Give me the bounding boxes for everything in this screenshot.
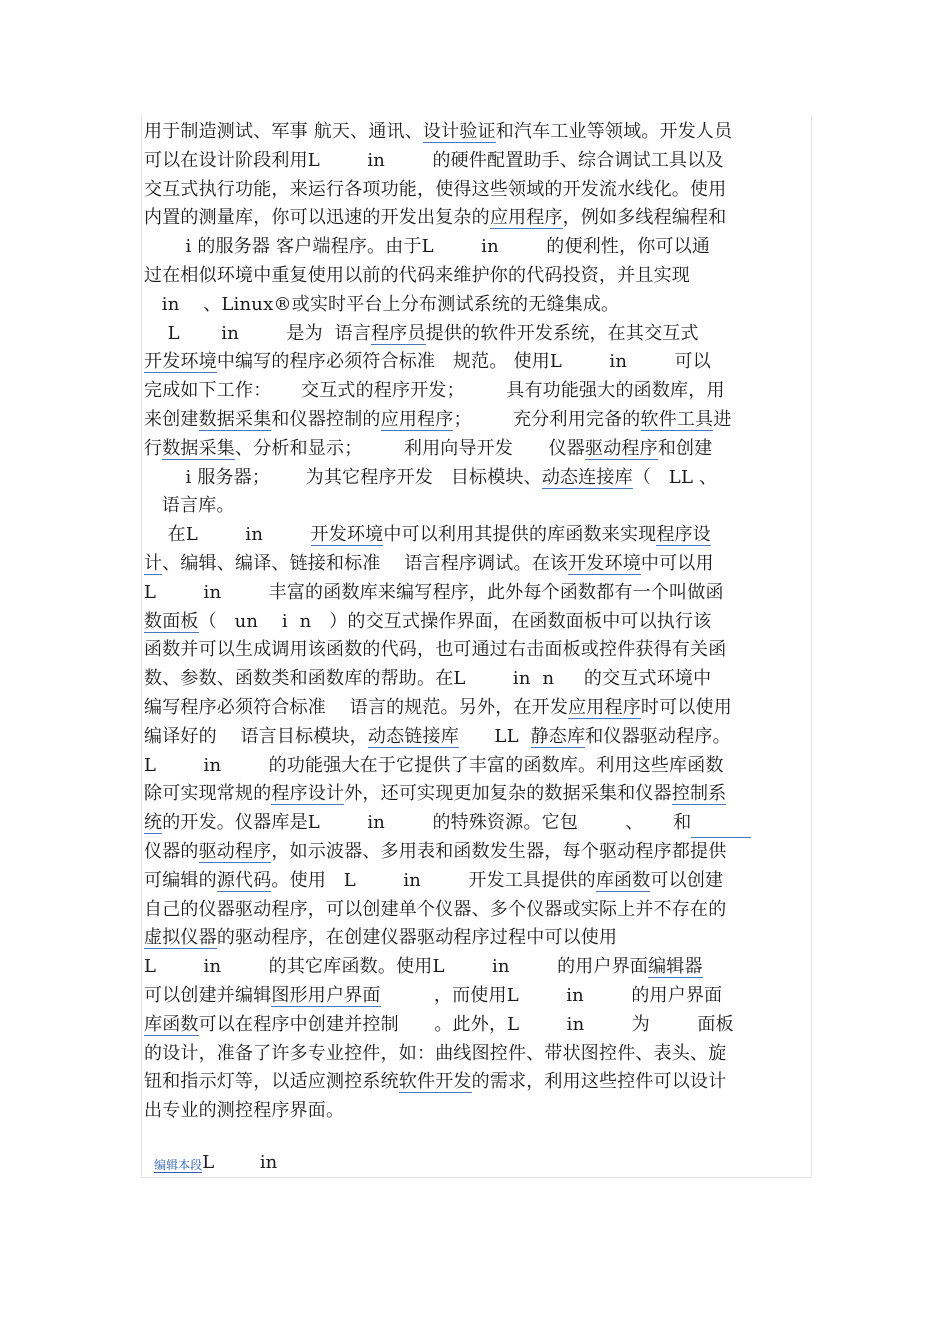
text-run: 和汽车工业等领域。开发人员 [495,121,733,142]
term-link[interactable]: 应用程序 [568,696,641,718]
text-line [144,550,808,579]
text-line [144,377,808,406]
text-run: 数、参数、函数类和函数库的帮助。在L in n 的交互式环境中 [144,668,712,690]
text-run: 用于制造测试、军事 航天、通讯、 [144,121,423,142]
text-line [144,492,808,521]
term-link[interactable]: 数据采集 [198,408,272,430]
term-link[interactable]: 程序设计 [271,783,345,805]
text-line [144,780,808,809]
term-link[interactable]: 静态库 [530,725,586,747]
text-run: 可以在设计阶段利用L in 的硬件配置助手、综合调试工具以及 [144,149,724,171]
text-run: 在L in [144,524,311,546]
text-run: 内置的测量库，你可以迅速的开发出复杂的 [144,207,490,229]
text-run: 可以创建 [650,869,724,891]
term-link[interactable]: 动态连接库 [541,466,633,488]
term-link[interactable]: 软件工具 [640,408,714,430]
text-run: 行 [144,437,163,459]
text-run: 语言库。 [144,495,235,517]
term-link[interactable]: 驱动程序 [585,437,658,459]
text-run: 出专业的测控程序界面。 [144,1100,345,1122]
text-run: 、编辑、编译、链接和标准 语言程序调试。在该 [162,552,569,574]
term-link[interactable]: 应用程序 [380,408,454,430]
text-line [144,1011,808,1040]
text-line [144,924,808,953]
term-link[interactable]: 程序员 [371,322,426,344]
text-line [144,867,808,896]
text-line [144,723,808,752]
text-run: 除可实现常规的 [144,783,272,805]
text-run: 的设计，准备了许多专业控件，如：曲线图控件、带状图控件、表头、旋 [144,1042,727,1064]
text-line [144,752,808,781]
text-line [144,982,808,1011]
text-run: 过在相似环境中重复使用以前的代码来维护你的代码投资，并且实现 [144,264,690,286]
text-run: 仪器的 [144,840,199,862]
text-line [144,1097,808,1126]
term-link[interactable]: 应用程序 [489,207,563,229]
text-line [144,521,808,550]
text-line [144,608,808,637]
text-run: i 的服务器 客户端程序。由于L in 的便利性，你可以通 [144,236,711,258]
text-line [144,320,808,349]
text-run: L in 是为 语言 [144,322,372,344]
text-line [144,953,808,982]
text-run: 和仪器驱动程序。 [585,725,731,747]
text-run: 的需求，利用这些控件可以设计 [471,1071,727,1093]
text-run: 可编辑的 [144,869,217,891]
term-link[interactable]: 统 [144,812,163,834]
term-link[interactable]: 数据采集 [162,437,236,459]
text-line [144,204,808,233]
term-link[interactable]: 编辑器 [648,956,703,978]
term-link[interactable]: 计 [144,552,163,574]
text-run: 的驱动程序，在创建仪器驱动程序过程中可以使用 [216,927,618,949]
term-link[interactable]: 开发环境 [568,552,641,574]
text-run: 自己的仪器驱动程序，可以创建单个仪器、多个仪器或实际上并不存在的 [144,898,727,920]
text-line [144,838,808,867]
text-line [144,147,808,176]
text-line [144,176,808,205]
text-line [144,579,808,608]
term-link[interactable]: 控制系 [671,783,727,805]
term-link[interactable]: 库函数 [595,869,651,891]
section-heading-row [144,1133,278,1173]
text-line [144,665,808,694]
text-run: 来创建 [144,408,199,430]
text-run: ，而使用L in 的用户界面 [380,984,723,1006]
text-run: 、分析和显示； 利用向导开发 仪器 [235,437,585,459]
term-link[interactable]: 动态链接库 [367,725,459,747]
text-line [144,118,808,147]
text-run: 中可以利用其提供的库函数来实现 [383,524,657,546]
text-run: i 服务器； 为其它程序开发 目标模块、 [144,466,542,488]
term-link[interactable]: 图形用户界面 [271,984,381,1006]
text-run: 时可以使用 [640,696,732,718]
text-line [144,636,808,665]
text-run: 的开发。仪器库是L in 的特殊资源。它包 、 和 [162,812,692,834]
text-run: 和创建 [657,437,713,459]
text-line [144,291,808,320]
text-run: 中可以用 [640,552,714,574]
text-run: （ un i n ）的交互式操作界面，在函数面板中可以执行该 [198,610,712,632]
text-run: 钮和指示灯等，以适应测控系统 [144,1071,399,1093]
text-run: 外，还可实现更加复杂的数据采集和仪器 [344,783,672,805]
text-line [144,809,808,838]
text-run: 提供的软件开发系统，在其交互式 [425,322,699,344]
term-link[interactable]: 软件开发 [398,1071,472,1093]
text-line [144,262,808,291]
link-underline[interactable] [691,819,751,838]
section-title: L in [202,1152,278,1173]
term-link[interactable]: 开发环境 [310,524,384,546]
text-run: ； 充分利用完备的 [453,408,641,430]
text-line [144,464,808,493]
text-line [144,694,808,723]
text-run: 可以创建并编辑 [144,984,272,1006]
text-run: （ LL 、 [632,466,718,488]
document-body [144,118,808,1126]
text-run: L in 丰富的函数库来编写程序，此外每个函数都有一个叫做函 [144,581,724,603]
text-run: 中编写的程序必须符合标准 规范。 使用L in 可以 [216,351,711,373]
text-run: ，如示波器、多用表和函数发生器，每个驱动程序都提供 [271,840,727,862]
term-link[interactable]: 数面板 [144,610,199,632]
text-run: L in 的其它库函数。使用L in 的用户界面 [144,956,649,978]
text-run: ，例如多线程编程和 [562,207,727,229]
text-line [144,435,808,464]
term-link[interactable]: 程序设 [656,524,711,546]
text-run: 进 [713,408,732,430]
text-line [144,896,808,925]
text-run: L in 的功能强大在于它提供了丰富的函数库。利用这些库函数 [144,754,724,776]
text-line [144,233,808,262]
text-run: 可以在程序中创建并控制 。此外，L in 为 面板 [198,1013,734,1035]
edit-section-link[interactable]: 编辑本段 [154,1158,203,1172]
text-line [144,1068,808,1097]
text-run: 。使用 L in 开发工具提供的 [271,869,596,891]
term-link[interactable]: 源代码 [216,869,272,891]
text-line [144,348,808,377]
text-run: 编译好的 语言目标模块， [144,725,368,747]
text-run: 编写程序必须符合标准 语言的规范。另外，在开发 [144,696,569,718]
text-run: 完成如下工作： 交互式的程序开发； 具有功能强大的函数库，用 [144,380,725,402]
term-link[interactable]: 设计验证 [422,121,496,142]
text-run: 和仪器控制的 [271,408,381,430]
text-line [144,406,808,435]
text-run: 函数并可以生成调用该函数的代码，也可通过右击面板或控件获得有关函 [144,639,727,661]
text-line [144,1040,808,1069]
text-run: 交互式执行功能，来运行各项功能，使得这些领域的开发流水线化。使用 [144,178,727,200]
text-run: LL [458,725,531,747]
term-link[interactable]: 虚拟仪器 [144,927,217,949]
term-link[interactable]: 库函数 [144,1013,199,1035]
term-link[interactable]: 开发环境 [144,351,217,373]
text-run: in 、Linux®或实时平台上分布测试系统的无缝集成。 [144,293,620,315]
term-link[interactable]: 驱动程序 [198,840,272,862]
